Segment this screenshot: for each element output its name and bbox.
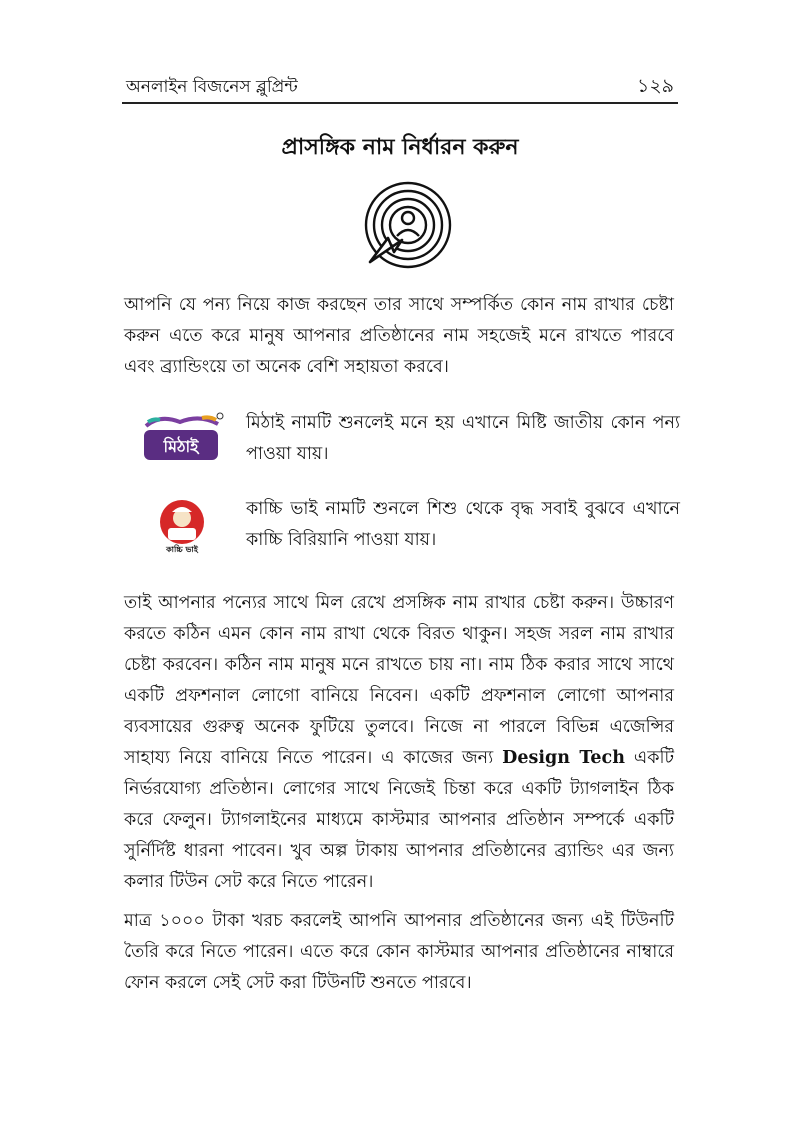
mithai-description: মিঠাই নামটি শুনলেই মনে হয় এখানে মিষ্টি জাতীয় কোন পন্য পাওয়া যায়। <box>246 413 680 464</box>
mithai-logo-icon <box>140 408 224 472</box>
tune-paragraph: মাত্র ১০০০ টাকা খরচ করলেই আপনি আপনার প্রতিষ্ঠানের জন্য এই টিউনটি তৈরি করে নিতে পারেন। এতে করে কোন কাস্টমার আপনার প্রতিষ্ঠানের নাম্বারে ফোন করলে সেই সেট করা টিউনটি শুনতে পারবে। <box>124 911 674 993</box>
kacchi-bhai-description: কাচ্চি ভাই নামটি শুনলে শিশু থেকে বৃদ্ধ সবাই বুঝবে এখানে কাচ্চি বিরিয়ানি পাওয়া যায়। <box>246 499 680 550</box>
page-number: ১২৯ <box>636 75 674 97</box>
brand-example-mithai <box>140 408 680 472</box>
book-title: অনলাইন বিজনেস ব্লুপ্রিন্ট <box>126 77 298 97</box>
kacchi-bhai-logo-icon <box>140 494 224 558</box>
main-paragraph-after: একটি নির্ভরযোগ্য প্রতিষ্ঠান। লোগের সাথে নিজেই চিন্তা করে একটি ট্যাগলাইন ঠিক করে ফেলুন। ট্যাগলাইনের মাধ্যমে কাস্টমার আপনার প্রতিষ্ঠান সম্পর্কে একটি সুর্নির্দিষ্ট ধারনা পাবেন। খুব অল্প টাকায় আপনার প্রতিষ্ঠানের ব্র্যান্ডিং এর জন্য কলার টিউন সেট করে নিতে পারেন। <box>124 748 675 892</box>
design-tech-emphasis: Design Tech <box>502 748 625 768</box>
mithai-logo-text: মিঠাই <box>163 437 199 456</box>
section-heading: প্রাসঙ্গিক নাম নির্ধারন করুন <box>281 135 519 160</box>
main-paragraph-before: তাই আপনার পন্যের সাথে মিল রেখে প্রসঙ্গিক নাম রাখার চেষ্টা করুন। উচ্চারণ করতে কঠিন এমন কোন নাম রাখা থেকে বিরত থাকুন। সহজ সরল নাম রাখার চেষ্টা করবেন। কঠিন নাম মানুষ মনে রাখতে চায় না। নাম ঠিক করার সাথে সাথে একটি প্রফশনাল লোগো বানিয়ে নিবেন। একটি প্রফশনাল লোগো আপনার ব্যবসায়ের গুরুত্ব অনেক ফুটিয়ে তুলবে। নিজে না পারলে বিভিন্ন এজেন্সির সাহায্য নিয়ে বানিয়ে নিতে পারেন। এ কাজের জন্য <box>124 593 674 768</box>
main-paragraph <box>124 588 674 898</box>
kacchi-bhai-logo-text: কাচ্চি ভাই <box>166 545 198 554</box>
brand-example-kacchi-bhai <box>140 494 680 558</box>
running-header <box>122 72 678 104</box>
target-cursor-icon <box>358 180 452 274</box>
intro-paragraph: আপনি যে পন্য নিয়ে কাজ করছেন তার সাথে সম্পর্কিত কোন নাম রাখার চেষ্টা করুন এতে করে মানুষ আপনার প্রতিষ্ঠানের নাম সহজেই মনে রাখতে পারবে এবং ব্র্যান্ডিংয়ে তা অনেক বেশি সহায়তা করবে। <box>124 295 674 377</box>
